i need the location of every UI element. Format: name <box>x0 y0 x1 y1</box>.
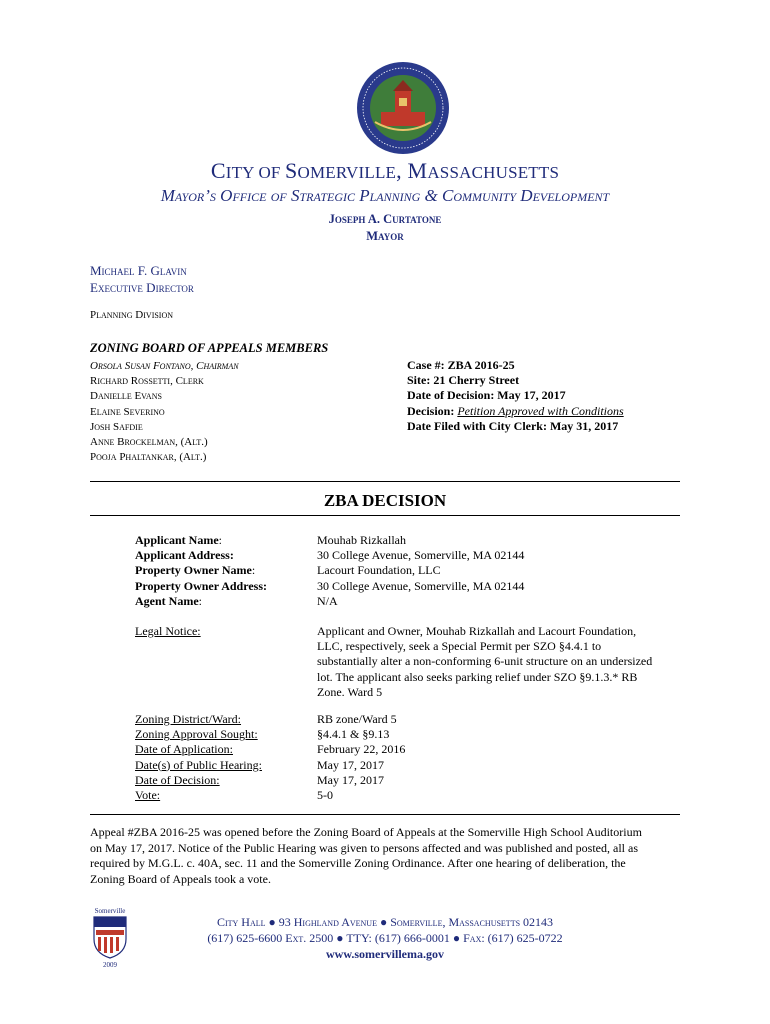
field-value: 30 College Avenue, Somerville, MA 02144 <box>317 548 525 563</box>
seal-bottom-label: 2009 <box>103 961 117 969</box>
case-filed-date: Date Filed with City Clerk: May 31, 2017 <box>407 418 619 433</box>
city-title: CITY OF SOMERVILLE, MASSACHUSETTS <box>210 158 560 183</box>
divider-bottom <box>90 515 680 516</box>
mayor-title: Mayor <box>366 229 404 243</box>
city-seal-logo <box>355 60 451 156</box>
field-label: Applicant Name: <box>135 533 223 547</box>
field-value: §4.4.1 & §9.13 <box>317 727 390 742</box>
field-label: Date(s) of Public Hearing: <box>135 757 262 772</box>
seal-top-label: Somerville <box>94 907 126 915</box>
director-title: Executive Director <box>90 280 194 295</box>
field-label: Vote: <box>135 788 161 803</box>
field-label: Property Owner Address: <box>135 578 267 593</box>
field-label: Agent Name: <box>135 593 202 608</box>
footer-address: City Hall ● 93 Highland Avenue ● Somerville, Massachusetts 02143 <box>216 915 554 929</box>
field-value: N/A <box>317 593 338 608</box>
decision-title: ZBA DECISION <box>323 491 447 510</box>
board-member: Orsola Susan Fontano, Chairman <box>90 360 239 372</box>
field-label: Date of Decision: <box>135 772 220 787</box>
board-member: Josh Safdie <box>90 420 143 433</box>
legal-notice-label: Legal Notice: <box>135 624 201 638</box>
case-site: Site: 21 Cherry Street <box>407 373 520 388</box>
field-value: February 22, 2016 <box>317 742 406 757</box>
divider-top <box>90 481 680 482</box>
field-value: Mouhab Rizkallah <box>317 533 406 547</box>
field-label: Date of Application: <box>135 742 233 757</box>
field-label: Property Owner Name: <box>135 563 256 578</box>
field-value: May 17, 2017 <box>317 772 384 787</box>
footer-website-link[interactable]: www.somervillema.gov <box>326 947 444 961</box>
office-subtitle: Mayor’s Office of Strategic Planning & Community Development <box>160 186 610 205</box>
case-decision: Decision: Petition Approved with Conditions <box>407 403 624 418</box>
field-value: 30 College Avenue, Somerville, MA 02144 <box>317 578 525 593</box>
decision-value: Petition Approved with Conditions <box>457 403 624 418</box>
mayor-name: Joseph A. Curtatone <box>328 212 442 226</box>
board-member: Anne Brockelman, (Alt.) <box>90 436 208 449</box>
director-name: Michael F. Glavin <box>90 263 187 278</box>
board-member: Danielle Evans <box>90 390 162 403</box>
case-info <box>407 358 624 434</box>
field-label: Applicant Address: <box>135 548 234 563</box>
board-members-list <box>90 359 239 465</box>
board-heading: ZONING BOARD OF APPEALS MEMBERS <box>90 341 329 355</box>
planning-division: Planning Division <box>90 309 174 321</box>
field-value: 5-0 <box>317 788 333 803</box>
legal-notice-text: Applicant and Owner, Mouhab Rizkallah and Lacourt Foundation, LLC, respectively, seek a Special Permit per SZO §4.4.1 to substantially alter a non-conforming 6-unit structure on an undersized lot. The applicant also seeks parking relief under SZO §9.1.3.* RB Zone. Ward 5 <box>317 624 653 699</box>
zoning-labels <box>135 712 262 803</box>
footer-phones: (617) 625-6600 Ext. 2500 ● TTY: (617) 666-0001 ● Fax: (617) 625-0722 <box>207 931 563 945</box>
board-member: Elaine Severino <box>90 405 165 418</box>
divider-body <box>90 814 680 815</box>
case-decision-date: Date of Decision: May 17, 2017 <box>407 388 566 403</box>
field-value: May 17, 2017 <box>317 757 384 772</box>
field-value: Lacourt Foundation, LLC <box>317 563 441 578</box>
case-number: Case #: ZBA 2016-25 <box>407 358 515 372</box>
field-value: RB zone/Ward 5 <box>317 712 397 726</box>
decision-paragraph: Appeal #ZBA 2016-25 was opened before the Zoning Board of Appeals at the Somerville High School Auditorium on May 17, 2017. Notice of the Public Hearing was given to persons affected and was published and posted, all as required by M.G.L. c. 40A, sec. 11 and the Somerville Zoning Ordinance. After one hearing of deliberation, the Zoning Board of Appeals took a vote. <box>90 825 642 886</box>
applicant-labels <box>135 533 267 609</box>
applicant-values <box>317 533 524 609</box>
field-label: Zoning District/Ward: <box>135 712 242 726</box>
board-member: Pooja Phaltankar, (Alt.) <box>90 451 207 464</box>
board-member: Richard Rossetti, Clerk <box>90 375 204 388</box>
field-label: Zoning Approval Sought: <box>135 727 258 742</box>
zoning-values <box>317 712 405 803</box>
